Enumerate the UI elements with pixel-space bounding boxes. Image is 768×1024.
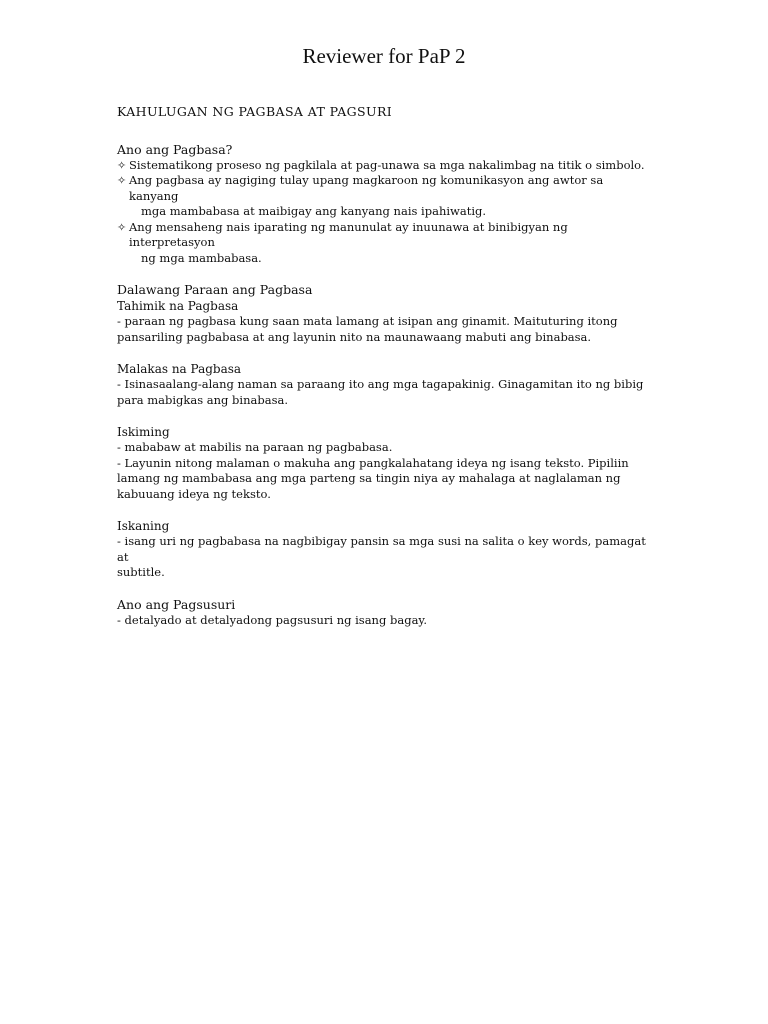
document-title: Reviewer for PaP 2 [302, 44, 466, 68]
iskaning-heading: Iskaning [117, 519, 170, 533]
bullet-line-continued: mga mambabasa at maibigay ang kanyang nais ipahiwatig. [141, 204, 487, 218]
paragraph-line: - Layunin nitong malaman o makuha ang pangkalahatang ideya ng isang teksto. Pipiliin [117, 455, 629, 470]
bullet-text [129, 173, 647, 220]
ano-ang-pagbasa-heading: Ano ang Pagbasa? [117, 141, 233, 157]
iskiming-heading: Iskiming [117, 425, 170, 439]
paragraph-line: - detalyado at detalyadong pagsusuri ng isang bagay. [117, 612, 428, 627]
section-heading: KAHULUGAN NG PAGBASA AT PAGSURI [117, 104, 393, 119]
ano-ang-pagbasa-block [117, 142, 647, 267]
paragraph-line: lamang ng mambabasa ang mga parteng sa tingin niya ay mahalaga at naglalaman ng [117, 471, 621, 485]
paragraph-line: para mabigkas ang binabasa. [117, 392, 288, 407]
dalawang-paraan-block [117, 282, 647, 345]
four-point-star-icon: ✧ [117, 174, 127, 187]
pagsusuri-heading: Ano ang Pagsusuri [117, 596, 236, 612]
paragraph-line: - paraan ng pagbasa kung saan mata lamang at isipan ang ginamit. Maituturing itong [117, 314, 618, 328]
iskaning-block [117, 518, 647, 581]
paragraph-line: - mababaw at mabilis na paraan ng pagbabasa. [117, 440, 393, 454]
bullet-line-continued: ng mga mambabasa. [141, 250, 262, 265]
iskiming-block [117, 424, 647, 502]
paragraph-line: - Isinasaalang-alang naman sa paraang ito ang mga tagapakinig. Ginagamitan ito ng bibig [117, 377, 644, 391]
dalawang-paraan-heading: Dalawang Paraan ang Pagbasa [117, 282, 313, 297]
malakas-block [117, 361, 647, 408]
bullet-line: Ang mensaheng nais iparating ng manunulat ay inuunawa at binibigyan ng interpretasyon [129, 219, 568, 249]
malakas-heading: Malakas na Pagbasa [117, 362, 242, 376]
bullet-text [129, 158, 647, 174]
bullet-item [117, 173, 647, 220]
tahimik-heading: Tahimik na Pagbasa [117, 299, 239, 313]
document-body [117, 104, 647, 644]
bullet-text [129, 220, 647, 267]
paragraph-line: pansariling pagbabasa at ang layunin nito na maunawaang mabuti ang binabasa. [117, 329, 592, 344]
four-point-star-icon: ✧ [117, 220, 127, 234]
paragraph-line: - isang uri ng pagbabasa na nagbibigay pansin sa mga susi na salita o key words, pamagat at [117, 534, 646, 564]
pagsusuri-block [117, 597, 647, 629]
bullet-line: Ang pagbasa ay nagiging tulay upang magkaroon ng komunikasyon ang awtor sa kanyang [129, 173, 604, 203]
paragraph-line: subtitle. [117, 565, 165, 579]
bullet-item [117, 220, 647, 267]
four-point-star-icon: ✧ [117, 158, 127, 172]
bullet-line: Sistematikong proseso ng pagkilala at pag-unawa sa mga nakalimbag na titik o simbolo. [129, 157, 645, 172]
bullet-item [117, 158, 647, 174]
paragraph-line: kabuuang ideya ng teksto. [117, 486, 271, 501]
